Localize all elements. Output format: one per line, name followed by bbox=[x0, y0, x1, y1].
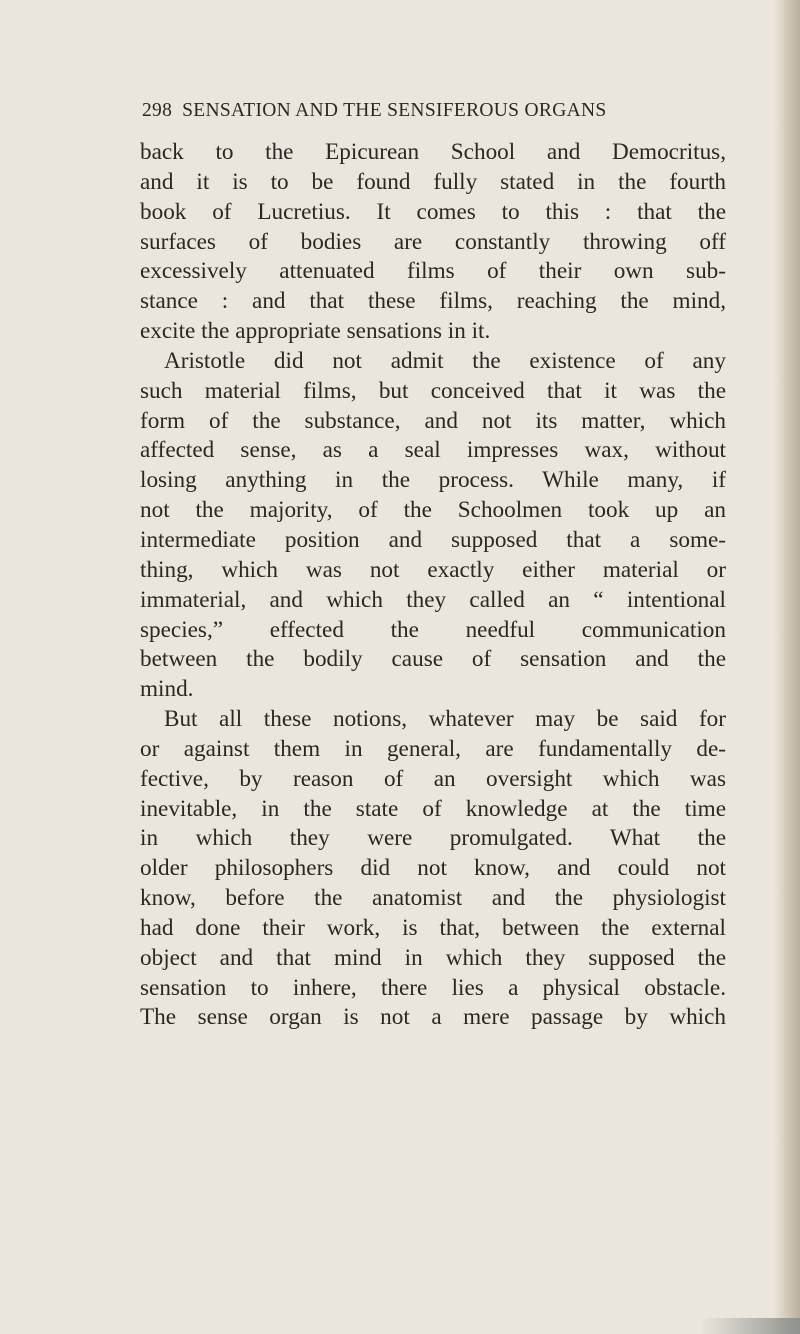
text-line: stance : and that these films, reaching the mind, bbox=[140, 288, 726, 315]
text-line: in which they were promulgated. What the bbox=[140, 825, 726, 852]
text-line: form of the substance, and not its matter, which bbox=[140, 407, 726, 434]
text-line: older philosophers did not know, and could not bbox=[140, 855, 726, 882]
text-line: The sense organ is not a mere passage by which bbox=[140, 1004, 726, 1031]
paragraph-end-line: mind. bbox=[140, 676, 194, 703]
text-line: know, before the anatomist and the physiologist bbox=[140, 885, 726, 912]
paragraph-start-line: Aristotle did not admit the existence of any bbox=[164, 347, 726, 374]
text-line: intermediate position and supposed that a some- bbox=[140, 526, 726, 553]
text-line: thing, which was not exactly either material or bbox=[140, 556, 726, 583]
text-line: inevitable, in the state of knowledge at the time bbox=[140, 795, 726, 822]
text-line: excessively attenuated films of their own sub- bbox=[140, 258, 726, 285]
text-line: fective, by reason of an oversight which was bbox=[140, 765, 726, 792]
running-head bbox=[142, 100, 606, 122]
text-line: and it is to be found fully stated in the fourth bbox=[140, 168, 726, 195]
body-text bbox=[140, 138, 726, 1033]
text-line: sensation to inhere, there lies a physical obstacle. bbox=[140, 974, 726, 1001]
text-line: affected sense, as a seal impresses wax, without bbox=[140, 437, 726, 464]
text-line: species,” effected the needful communication bbox=[140, 616, 726, 643]
running-title: SENSATION AND THE SENSIFEROUS ORGANS bbox=[182, 100, 607, 121]
page-number: 298 bbox=[142, 100, 173, 121]
text-line: immaterial, and which they called an “ intentional bbox=[140, 586, 726, 613]
text-line: surfaces of bodies are constantly throwing off bbox=[140, 228, 726, 255]
text-line: object and that mind in which they supposed the bbox=[140, 944, 726, 971]
text-line: between the bodily cause of sensation and the bbox=[140, 646, 726, 673]
scan-artifact bbox=[700, 1318, 800, 1334]
text-line: not the majority, of the Schoolmen took up an bbox=[140, 497, 726, 524]
text-line: back to the Epicurean School and Democritus, bbox=[140, 139, 726, 165]
page-edge-shadow bbox=[774, 0, 800, 1334]
paragraph-end-line: excite the appropriate sensations in it. bbox=[140, 318, 491, 345]
text-line: losing anything in the process. While many, if bbox=[140, 467, 726, 494]
text-line: book of Lucretius. It comes to this : that the bbox=[140, 198, 726, 225]
text-line: such material films, but conceived that it was the bbox=[140, 377, 726, 404]
text-line: had done their work, is that, between the external bbox=[140, 914, 726, 941]
paragraph-start-line: But all these notions, whatever may be said for bbox=[164, 706, 726, 733]
text-line: or against them in general, are fundamentally de- bbox=[140, 735, 726, 762]
